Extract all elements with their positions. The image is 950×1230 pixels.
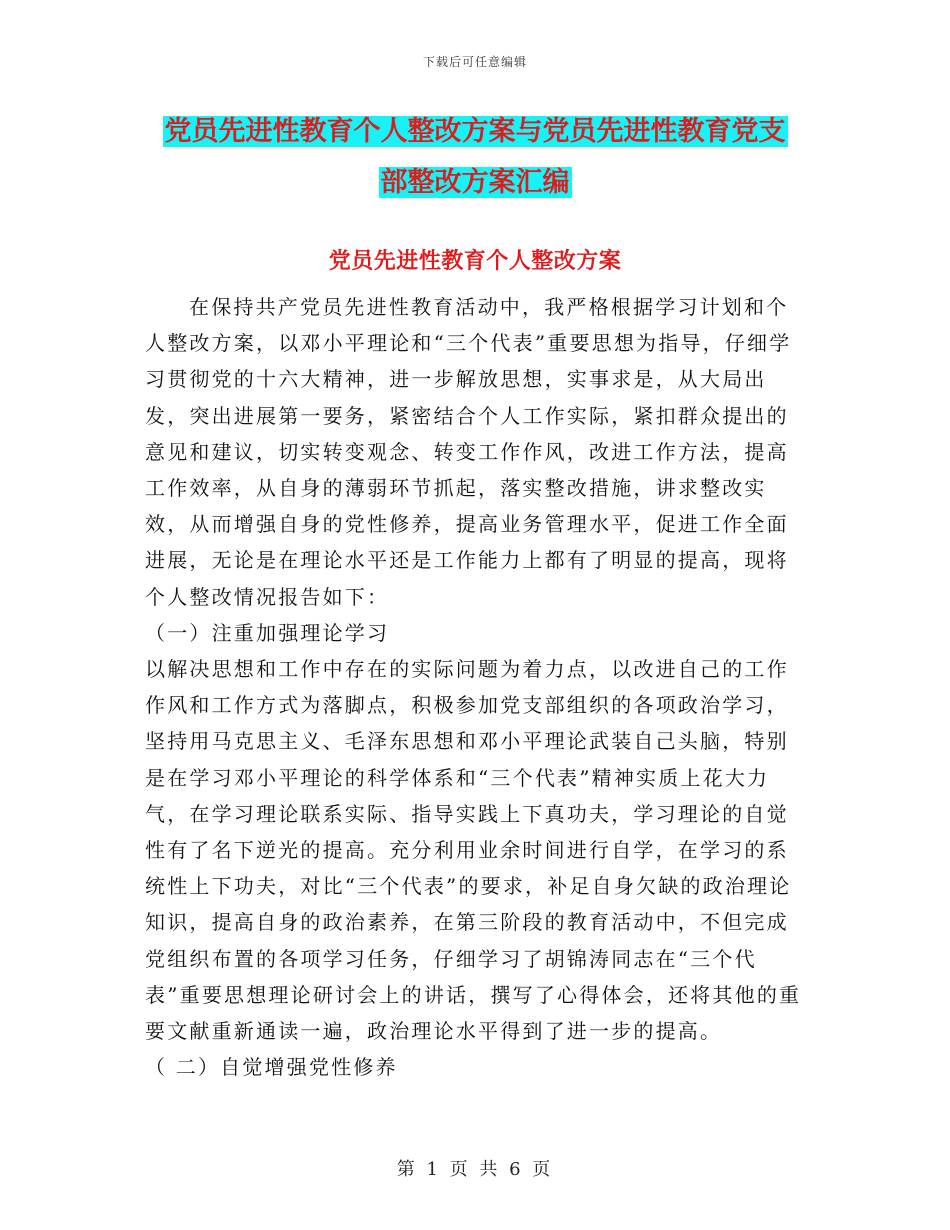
section-body-1: 以解决思想和工作中存在的实际问题为着力点，以改进自己的工作作风和工作方式为落脚点，积极参加党支部组织的各项政治学习，坚持用马克思主义、毛泽东思想和邓小平理论武装自己头脑，特别是在学习邓小平理论的科学体系和“三个代表”精神实质上花大力气，在学习理论联系实际、指导实践上下真功夫，学习理论的自觉性有了名下逆光的提高。充分利用业余时间进行自学，在学习的系统性上下功夫，对比“三个代表”的要求，补足自身欠缺的政治理论知识，提高自身的政治素养，在第三阶段的教育活动中，不但完成党组织布置的各项学习任务，仔细学习了胡锦涛同志在“三个代表”重要思想理论研讨会上的讲话，撰写了心得体会，还将其他的重要文献重新通读一遍，政治理论水平得到了进一步的提高。 (145, 657, 802, 1044)
section-heading-1: （一）注重加强理论学习 (145, 620, 390, 645)
section-heading-2: （ 二）自觉增强党性修养 (145, 1055, 398, 1080)
page-footer: 第 1 页 共 6 页 (396, 1159, 554, 1180)
document-title (0, 106, 950, 208)
page-header-note: 下载后可任意编辑 (422, 55, 527, 69)
section-title: 党员先进性教育个人整改方案 (328, 248, 622, 274)
document-body (145, 289, 805, 1085)
document-title-line-2: 部整改方案汇编 (380, 167, 570, 198)
document-title-line-1: 党员先进性教育个人整改方案与党员先进性教育党支 (164, 116, 786, 147)
intro-paragraph: 在保持共产党员先进性教育活动中，我严格根据学习计划和个人整改方案，以邓小平理论和“三个代表”重要思想为指导，仔细学习贯彻党的十六大精神，进一步解放思想，实事求是，从大局出发，突出进展第一要务，紧密结合个人工作实际，紧扣群众提出的意见和建议，切实转变观念、转变工作作风，改进工作方法，提高工作效率，从自身的薄弱环节抓起，落实整改措施，讲求整改实效，从而增强自身的党性修养，提高业务管理水平，促进工作全面进展，无论是在理论水平还是工作能力上都有了明显的提高，现将个人整改情况报告如下： (145, 295, 792, 609)
